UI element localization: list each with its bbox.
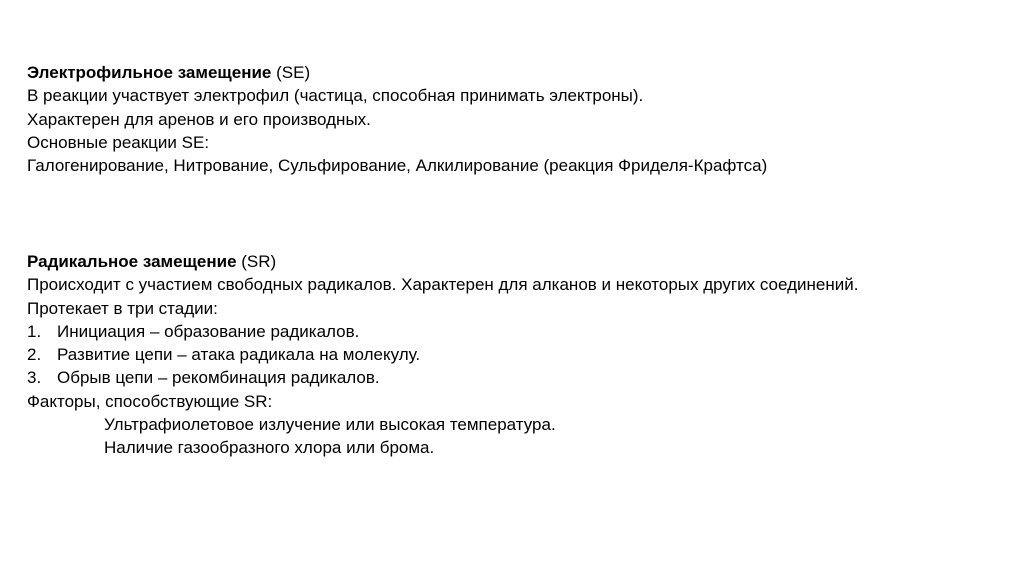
stage-text: Обрыв цепи – рекомбинация радикалов. — [57, 368, 380, 388]
se-heading — [27, 61, 987, 84]
stage-item — [27, 320, 987, 343]
stage-text: Развитие цепи – атака радикала на молекулу. — [57, 345, 421, 365]
sr-heading — [27, 250, 987, 273]
stage-number: 2. — [27, 345, 42, 365]
se-title: Электрофильное замещение — [27, 63, 272, 82]
se-title-suffix: (SE) — [271, 63, 311, 82]
se-line-participant: В реакции участвует электрофил (частица, способная принимать электроны). — [27, 86, 644, 106]
sr-stages-intro: Протекает в три стадии: — [27, 298, 218, 318]
factor-item: Наличие газообразного хлора или брома. — [104, 438, 435, 458]
se-section — [27, 61, 987, 177]
sr-section — [27, 250, 987, 460]
se-line-reaction-list: Галогенирование, Нитрование, Сульфирование, Алкилирование (реакция Фриделя-Крафтса) — [27, 156, 768, 176]
factor-item: Ультрафиолетовое излучение или высокая температура. — [104, 415, 556, 435]
stage-text: Инициация – образование радикалов. — [57, 321, 360, 341]
sr-description: Происходит с участием свободных радикалов. Характерен для алканов и некоторых других соединений. — [27, 275, 859, 295]
sr-title: Радикальное замещение — [27, 252, 237, 271]
se-line-main-reactions: Основные реакции SE: — [27, 132, 210, 152]
stage-number: 1. — [27, 321, 42, 341]
sr-title-suffix: (SR) — [236, 252, 277, 271]
se-line-arenes: Характерен для аренов и его производных. — [27, 109, 371, 129]
stage-item — [27, 366, 987, 389]
stage-item — [27, 343, 987, 366]
sr-factors-intro: Факторы, способствующие SR: — [27, 391, 273, 411]
stage-number: 3. — [27, 368, 42, 388]
